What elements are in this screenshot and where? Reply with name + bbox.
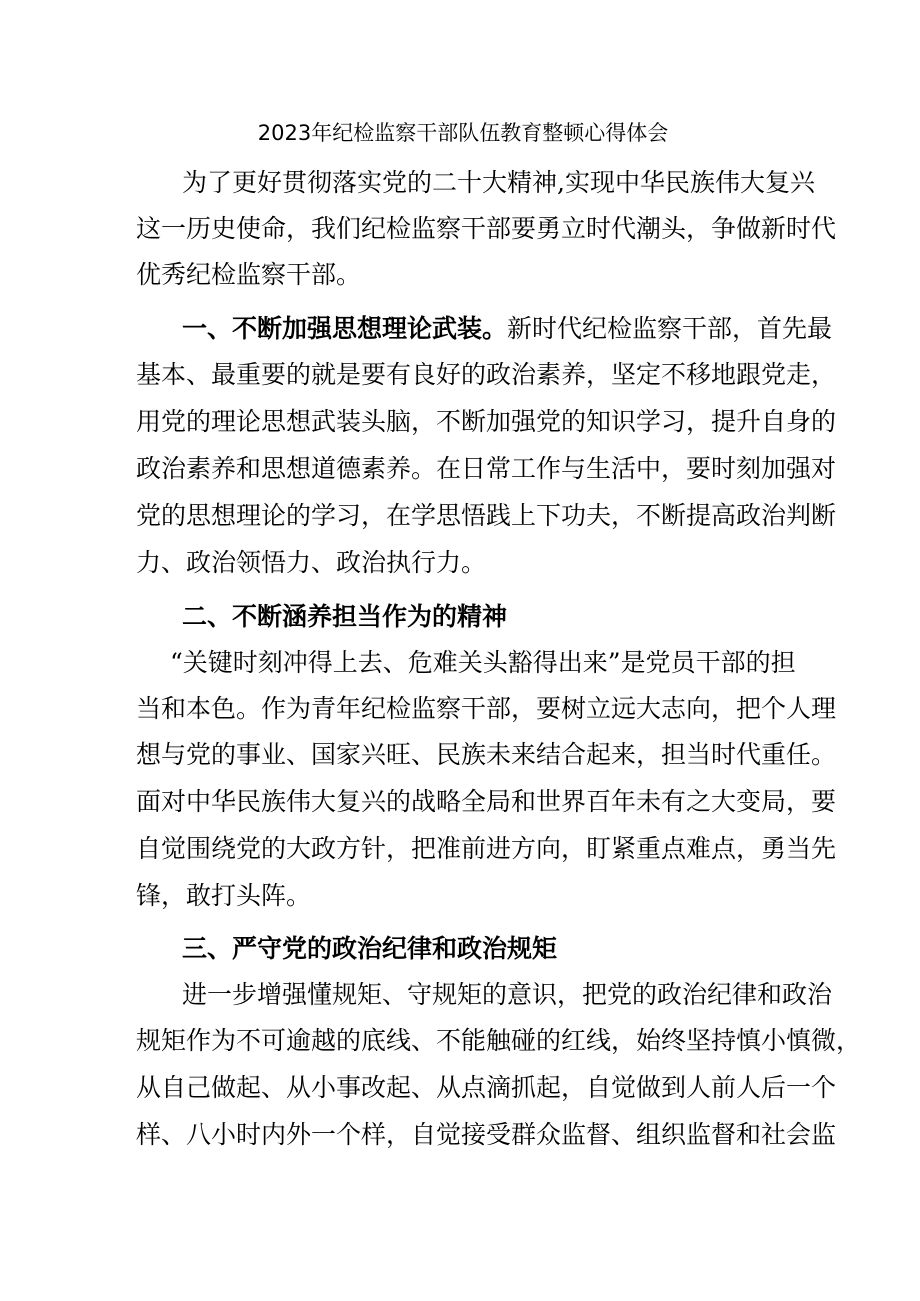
section2-line-5: 自觉围绕党的大政方针，把准前进方向，盯紧重点难点，勇当先 <box>136 834 837 863</box>
section1-first-line <box>182 312 833 346</box>
section1-heading: 一、不断加强思想理论武装。 <box>182 314 508 343</box>
section2-line-3: 想与党的事业、国家兴旺、民族未来结合起来，担当时代重任。 <box>136 740 837 769</box>
intro-line-1: 为了更好贯彻落实党的二十大精神,实现中华民族伟大复兴 <box>182 168 815 197</box>
section3-line-2: 规矩作为不可逾越的底线、不能触碰的红线，始终坚持慎小慎微， <box>136 1026 862 1055</box>
document-title: 2023年纪检监察干部队伍教育整顿心得体会 <box>257 121 669 145</box>
section1-first-line-text: 新时代纪检监察干部，首先最 <box>507 314 833 343</box>
section1-line-6: 力、政治领悟力、政治执行力。 <box>136 548 487 577</box>
section2-line-4: 面对中华民族伟大复兴的战略全局和世界百年未有之大变局，要 <box>136 787 837 816</box>
section3-heading: 三、严守党的政治纪律和政治规矩 <box>182 934 558 963</box>
section1-line-2: 基本、最重要的就是要有良好的政治素养，坚定不移地跟党走， <box>136 360 837 389</box>
section1-line-3: 用党的理论思想武装头脑，不断加强党的知识学习，提升自身的 <box>136 407 837 436</box>
intro-line-2: 这一历史使命，我们纪检监察干部要勇立时代潮头，争做新时代 <box>136 214 837 243</box>
section3-line-1: 进一步增强懂规矩、守规矩的意识，把党的政治纪律和政治 <box>182 980 833 1009</box>
section1-line-4: 政治素养和思想道德素养。在日常工作与生活中，要时刻加强对 <box>136 454 837 483</box>
section2-line-2: 当和本色。作为青年纪检监察干部，要树立远大志向，把个人理 <box>136 694 837 723</box>
section2-line-1: “关键时刻冲得上去、危难关头豁得出来”是党员干部的担 <box>170 648 796 677</box>
section2-heading: 二、不断涵养担当作为的精神 <box>182 602 508 631</box>
intro-line-3: 优秀纪检监察干部。 <box>136 260 362 289</box>
section2-line-6: 锋，敢打头阵。 <box>136 881 312 910</box>
section1-line-5: 党的思想理论的学习，在学思悟践上下功夫，不断提高政治判断 <box>136 501 837 530</box>
section3-line-4: 样、八小时内外一个样，自觉接受群众监督、组织监督和社会监 <box>136 1120 837 1149</box>
section3-line-3: 从自己做起、从小事改起、从点滴抓起，自觉做到人前人后一个 <box>136 1073 837 1102</box>
